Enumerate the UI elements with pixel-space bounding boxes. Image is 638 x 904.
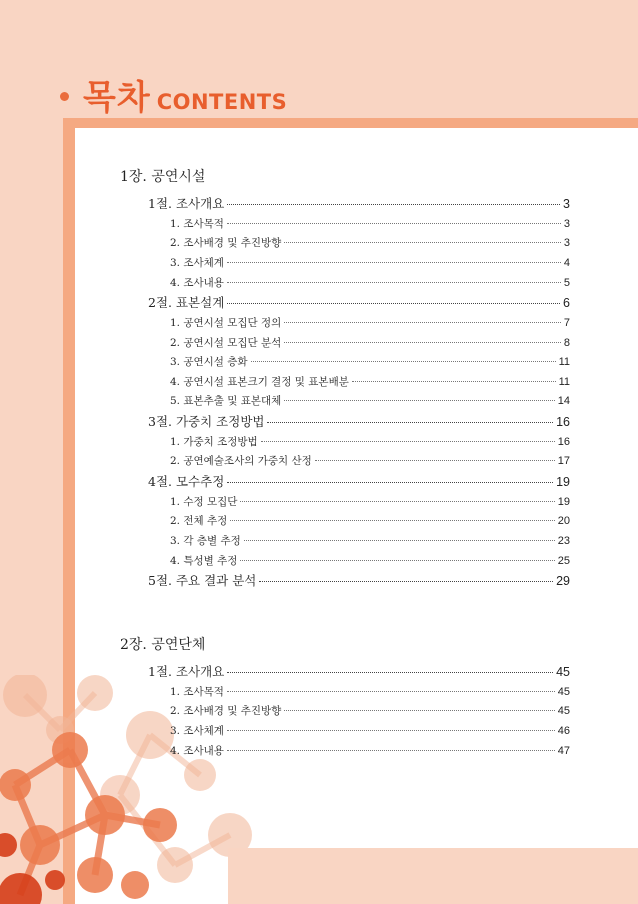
page-subtitle: CONTENTS [156,90,288,114]
toc-subsection-entry-page: 46 [557,725,570,737]
page-header [60,70,287,120]
toc-subsection-entry-page: 3 [563,217,570,230]
leader-dots [244,540,555,541]
leader-dots [284,400,554,401]
toc-section-entry-label: 2절. 표본설계 [148,295,225,311]
toc-subsection-entry-label: 1. 수정 모집단 [170,495,238,508]
toc-subsection-entry-label: 3. 각 층별 추정 [170,535,241,547]
toc-section-entry-page: 3 [563,197,570,211]
chapter-title: 2장. 공연단체 [120,637,206,653]
toc-subsection-entry [170,393,570,408]
toc-subsection-entry-page: 45 [557,685,570,698]
bottom-accent-block [228,848,638,904]
toc-subsection-entry-page: 25 [557,554,570,567]
toc-section-entry-label: 5절. 주요 결과 분석 [148,573,257,589]
toc-section-entry-label: 4절. 모수추정 [148,474,225,489]
toc-subsection-entry-page: 20 [557,515,570,528]
leader-dots [227,262,561,263]
toc-subsection-entry-label: 1. 공연시설 모집단 정의 [170,317,282,329]
toc-subsection-entry-page: 8 [563,336,570,349]
toc-subsection-entry-page: 16 [557,435,570,448]
toc-section-entry-label: 3절. 가중치 조정방법 [148,414,265,429]
leader-dots [240,501,554,502]
toc-subsection-entry-label: 4. 특성별 추정 [170,554,238,567]
leader-dots [227,750,555,751]
toc-subsection-entry-label: 4. 공연시설 표본크기 결정 및 표본배분 [170,375,349,388]
toc-subsection-entry-page: 23 [557,535,570,547]
toc-section-entry-page: 29 [556,574,570,589]
leader-dots [284,322,561,323]
leader-dots [227,282,561,283]
toc-subsection-entry [170,235,570,250]
leader-dots [284,710,554,711]
toc-subsection-entry-label: 2. 조사배경 및 추진방향 [170,705,282,718]
toc-subsection-entry [170,354,570,369]
toc-section-entry [148,662,570,680]
toc-section-entry-page: 45 [556,665,570,679]
toc-subsection-entry-page: 14 [557,395,570,408]
toc-section-entry [148,194,570,212]
toc-section-entry-label: 1절. 조사개요 [148,664,225,679]
toc-subsection-entry-page: 4 [563,257,570,269]
leader-dots [227,223,561,224]
leader-dots [259,581,553,582]
toc-subsection-entry [170,494,570,509]
toc-subsection-entry [170,374,570,389]
toc-subsection-entry-page: 5 [563,276,570,289]
leader-dots [227,303,560,304]
toc-subsection-entry [170,723,570,738]
toc-subsection-entry-page: 19 [557,495,570,508]
leader-dots [227,672,553,673]
toc-subsection-entry-label: 3. 조사체계 [170,257,224,269]
toc-subsection-entry [170,434,570,449]
page-title: 목차 [83,78,151,118]
leader-dots [227,730,555,731]
toc-subsection-entry-label: 1. 조사목적 [170,217,224,230]
leader-dots [267,422,553,423]
toc-section-entry [148,571,570,589]
toc-subsection-entry-label: 2. 공연시설 모집단 분석 [170,336,282,349]
toc-subsection-entry [170,553,570,568]
toc-subsection-entry-label: 4. 조사내용 [170,276,224,289]
toc-subsection-entry [170,533,570,548]
toc-subsection-entry-page: 17 [557,455,570,468]
leader-dots [284,242,561,243]
toc-subsection-entry [170,513,570,528]
leader-dots [230,520,554,521]
leader-dots [284,342,561,343]
leader-dots [352,381,556,382]
toc-subsection-entry-page: 47 [557,744,570,757]
toc-subsection-entry-label: 2. 조사배경 및 추진방향 [170,237,282,250]
toc-subsection-entry-label: 2. 전체 추정 [170,515,228,528]
leader-dots [227,204,560,205]
leader-dots [227,691,555,692]
chapter-title: 1장. 공연시설 [120,169,206,185]
bullet-icon [60,92,69,101]
toc-section-entry-page: 6 [563,296,570,311]
toc-section-entry [148,412,570,430]
leader-dots [240,560,554,561]
toc-section-entry-label: 1절. 조사개요 [148,196,225,211]
toc-subsection-entry [170,684,570,699]
leader-dots [251,361,556,362]
toc-subsection-entry-label: 5. 표본추출 및 표본대체 [170,395,282,408]
toc-subsection-entry-label: 2. 공연예술조사의 가중치 산정 [170,455,312,468]
toc-subsection-entry [170,743,570,758]
leader-dots [227,482,553,483]
toc-subsection-entry [170,453,570,468]
leader-dots [261,441,555,442]
toc-subsection-entry [170,275,570,290]
toc-subsection-entry-label: 3. 공연시설 층화 [170,356,248,369]
toc-section-entry [148,472,570,490]
toc-subsection-entry [170,216,570,231]
toc-subsection-entry-page: 3 [563,237,570,250]
toc-subsection-entry-page: 11 [558,356,570,369]
toc-section-entry [148,293,570,311]
toc-section-entry-page: 19 [556,475,570,489]
toc-subsection-entry-label: 3. 조사체계 [170,725,224,737]
toc-subsection-entry [170,255,570,270]
toc-subsection-entry [170,703,570,718]
toc-section-entry-page: 16 [556,415,570,429]
leader-dots [315,460,555,461]
toc-subsection-entry-page: 7 [563,317,570,329]
toc-subsection-entry [170,315,570,330]
toc-subsection-entry-label: 4. 조사내용 [170,744,224,757]
toc-subsection-entry-page: 45 [557,705,570,718]
toc-subsection-entry-page: 11 [558,375,570,388]
toc-subsection-entry-label: 1. 가중치 조정방법 [170,435,258,448]
toc-subsection-entry [170,335,570,350]
toc-subsection-entry-label: 1. 조사목적 [170,685,224,698]
